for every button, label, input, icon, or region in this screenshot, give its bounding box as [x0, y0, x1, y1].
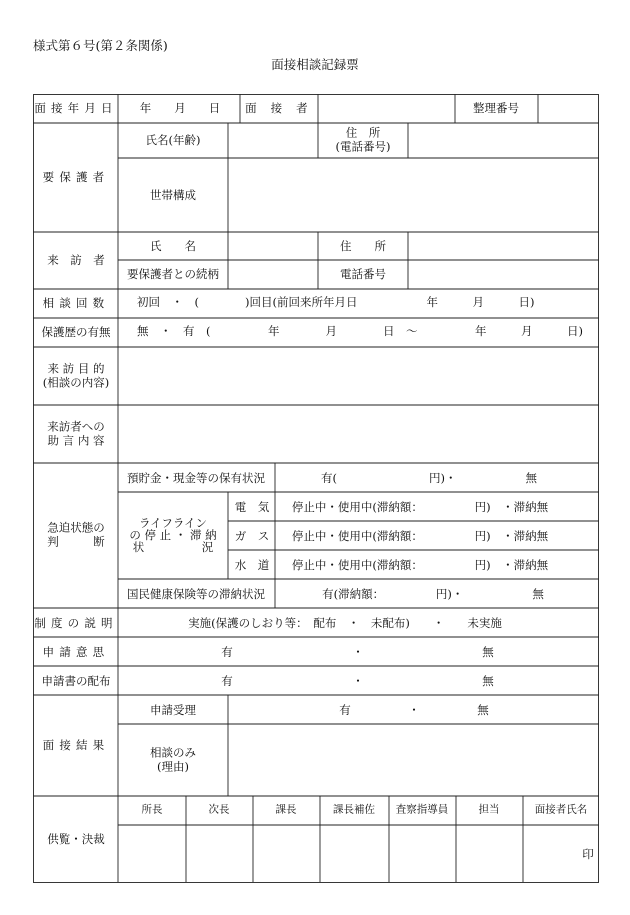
seal-mark: 印 [582, 846, 594, 861]
table-grid-lines [33, 94, 599, 883]
form-number: 様式第６号(第２条関係) [33, 38, 168, 53]
application-intent-no: 無 [482, 644, 494, 659]
visitor-address-label: 住 所 [340, 238, 386, 253]
system-explanation-label: 制度の説明 [34, 615, 118, 630]
advice-label: 来訪者への 助 言 内 容 [47, 419, 105, 448]
application-distribution-label: 申請書の配布 [41, 673, 111, 688]
savings-label: 預貯金・現金等の保有状況 [127, 470, 265, 485]
consult-only-label: 相談のみ (理由) [150, 745, 196, 774]
system-explanation-value: 実施(保護のしおり等： 配布 ・ 未配布) ・ 未実施 [188, 615, 502, 630]
visitor-label: 来 訪 者 [47, 252, 105, 267]
lifeline-item-name: 電 気 [234, 499, 270, 514]
application-distribution-no: 無 [482, 673, 494, 688]
reference-number-label: 整理番号 [473, 100, 519, 115]
interviewer-label: 面 接 者 [245, 100, 313, 115]
application-intent-label: 申請意思 [42, 644, 110, 659]
approval-column-interviewer-name: 面接者氏名 [534, 803, 588, 816]
protection-history-value: 無 ・ 有 ( 年 月 日 〜 年 月 日) [137, 324, 583, 338]
lifeline-item-name: 水 道 [234, 557, 270, 572]
savings-value: 有( 円)・ 無 [321, 470, 537, 485]
application-distribution-yes: 有 [221, 673, 233, 688]
approval-column-supervisor: 査察指導員 [395, 803, 449, 816]
interview-date-value: 年 月 日 [139, 100, 221, 115]
application-intent-yes: 有 [221, 644, 233, 659]
interview-result-label: 面接結果 [42, 737, 110, 752]
application-accepted-value: 有 ・ 無 [339, 702, 489, 717]
approval-label: 供覧・決裁 [47, 831, 105, 846]
visitor-name-label: 氏 名 [150, 238, 196, 253]
insurance-label: 国民健康保険等の滞納状況 [127, 586, 265, 601]
form-title: 面接相談記録票 [271, 57, 359, 72]
lifeline-item-name: ガ ス [234, 528, 270, 543]
consult-count-label: 相談回数 [42, 295, 110, 310]
urgency-label: 急迫状態の 判 断 [47, 520, 105, 549]
lifeline-item-status: 停止中・使用中(滞納額： 円) ・滞納無 [291, 499, 549, 514]
address-phone-label: 住 所 (電話番号) [335, 125, 391, 154]
protection-history-label: 保護歴の有無 [41, 324, 111, 339]
approval-column-deputy-director: 次長 [208, 803, 230, 816]
application-accepted-label: 申請受理 [150, 702, 196, 717]
lifeline-label: ライフライン の 停 止 ・ 滞 納 状 況 [129, 515, 217, 555]
protected-person-label: 要保護者 [42, 169, 110, 184]
interview-date-label: 面接年月日 [34, 100, 118, 115]
approval-column-director: 所長 [141, 803, 163, 816]
lifeline-item-status: 停止中・使用中(滞納額： 円) ・滞納無 [291, 557, 549, 572]
approval-column-section-chief: 課長 [275, 803, 297, 816]
approval-column-assistant-chief: 課長補佐 [333, 803, 375, 816]
name-age-label: 氏名(年齢) [145, 132, 201, 147]
visit-purpose-label: 来 訪 目 的 (相談の内容) [42, 361, 110, 390]
approval-column-caseworker: 担当 [478, 803, 500, 816]
household-label: 世帯構成 [150, 187, 196, 202]
consult-count-value: 初回 ・ ( )回目(前回来所年月日 年 月 日) [137, 295, 535, 309]
relationship-label: 要保護者との続柄 [127, 266, 219, 281]
lifeline-item-status: 停止中・使用中(滞納額： 円) ・滞納無 [291, 528, 549, 543]
insurance-value: 有(滞納額： 円)・ 無 [322, 586, 544, 601]
application-intent-separator: ・ [352, 644, 364, 659]
interview-record-table [33, 94, 599, 883]
visitor-phone-label: 電話番号 [340, 266, 386, 281]
application-distribution-separator: ・ [352, 673, 364, 688]
